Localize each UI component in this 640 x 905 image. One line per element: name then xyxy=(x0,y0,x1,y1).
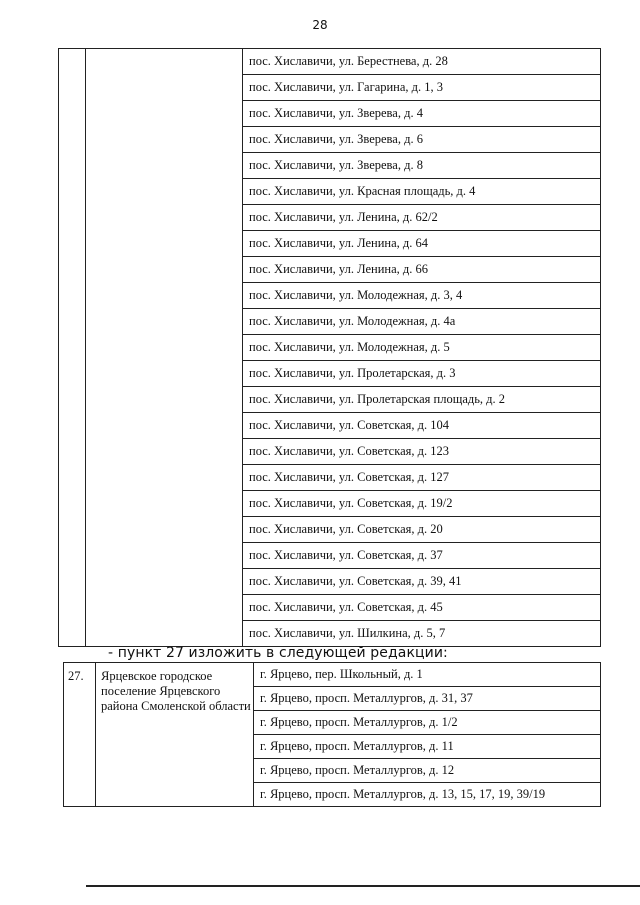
address-cell: пос. Хиславичи, ул. Молодежная, д. 4а xyxy=(243,309,601,335)
continued-address-table xyxy=(58,48,601,647)
address-cell: г. Ярцево, просп. Металлургов, д. 11 xyxy=(254,735,601,759)
address-cell: г. Ярцево, просп. Металлургов, д. 1/2 xyxy=(254,711,601,735)
number-cell xyxy=(59,49,86,647)
page-number: 28 xyxy=(312,18,328,32)
table-row xyxy=(64,663,601,687)
table-row xyxy=(59,49,601,75)
settlement-cell xyxy=(86,49,243,647)
address-cell: пос. Хиславичи, ул. Зверева, д. 8 xyxy=(243,153,601,179)
item-number-cell: 27. xyxy=(64,663,96,807)
address-cell: пос. Хиславичи, ул. Гагарина, д. 1, 3 xyxy=(243,75,601,101)
amendment-instruction: - пункт 27 изложить в следующей редакции: xyxy=(108,645,448,661)
address-cell: пос. Хиславичи, ул. Молодежная, д. 3, 4 xyxy=(243,283,601,309)
address-cell: пос. Хиславичи, ул. Советская, д. 127 xyxy=(243,465,601,491)
item-27-table xyxy=(63,662,601,807)
bottom-rule xyxy=(86,885,640,887)
address-cell: г. Ярцево, пер. Школьный, д. 1 xyxy=(254,663,601,687)
address-cell: пос. Хиславичи, ул. Красная площадь, д. 4 xyxy=(243,179,601,205)
address-cell: пос. Хиславичи, ул. Советская, д. 123 xyxy=(243,439,601,465)
address-cell: пос. Хиславичи, ул. Ленина, д. 64 xyxy=(243,231,601,257)
address-cell: г. Ярцево, просп. Металлургов, д. 12 xyxy=(254,759,601,783)
address-cell: пос. Хиславичи, ул. Пролетарская, д. 3 xyxy=(243,361,601,387)
address-cell: г. Ярцево, просп. Металлургов, д. 31, 37 xyxy=(254,687,601,711)
address-cell: пос. Хиславичи, ул. Зверева, д. 6 xyxy=(243,127,601,153)
address-cell: пос. Хиславичи, ул. Зверева, д. 4 xyxy=(243,101,601,127)
settlement-name-cell: Ярцевское городское поселение Ярцевского района Смоленской области xyxy=(96,663,254,807)
address-cell: пос. Хиславичи, ул. Советская, д. 20 xyxy=(243,517,601,543)
address-cell: пос. Хиславичи, ул. Советская, д. 39, 41 xyxy=(243,569,601,595)
address-cell: г. Ярцево, просп. Металлургов, д. 13, 15, 17, 19, 39/19 xyxy=(254,783,601,807)
address-cell: пос. Хиславичи, ул. Пролетарская площадь, д. 2 xyxy=(243,387,601,413)
address-cell: пос. Хиславичи, ул. Ленина, д. 66 xyxy=(243,257,601,283)
address-cell: пос. Хиславичи, ул. Берестнева, д. 28 xyxy=(243,49,601,75)
address-cell: пос. Хиславичи, ул. Ленина, д. 62/2 xyxy=(243,205,601,231)
address-cell: пос. Хиславичи, ул. Советская, д. 104 xyxy=(243,413,601,439)
address-cell: пос. Хиславичи, ул. Советская, д. 37 xyxy=(243,543,601,569)
continued-address-table-body xyxy=(59,49,601,647)
address-cell: пос. Хиславичи, ул. Шилкина, д. 5, 7 xyxy=(243,621,601,647)
address-cell: пос. Хиславичи, ул. Советская, д. 19/2 xyxy=(243,491,601,517)
address-cell: пос. Хиславичи, ул. Советская, д. 45 xyxy=(243,595,601,621)
address-cell: пос. Хиславичи, ул. Молодежная, д. 5 xyxy=(243,335,601,361)
item-27-table-body xyxy=(64,663,601,807)
